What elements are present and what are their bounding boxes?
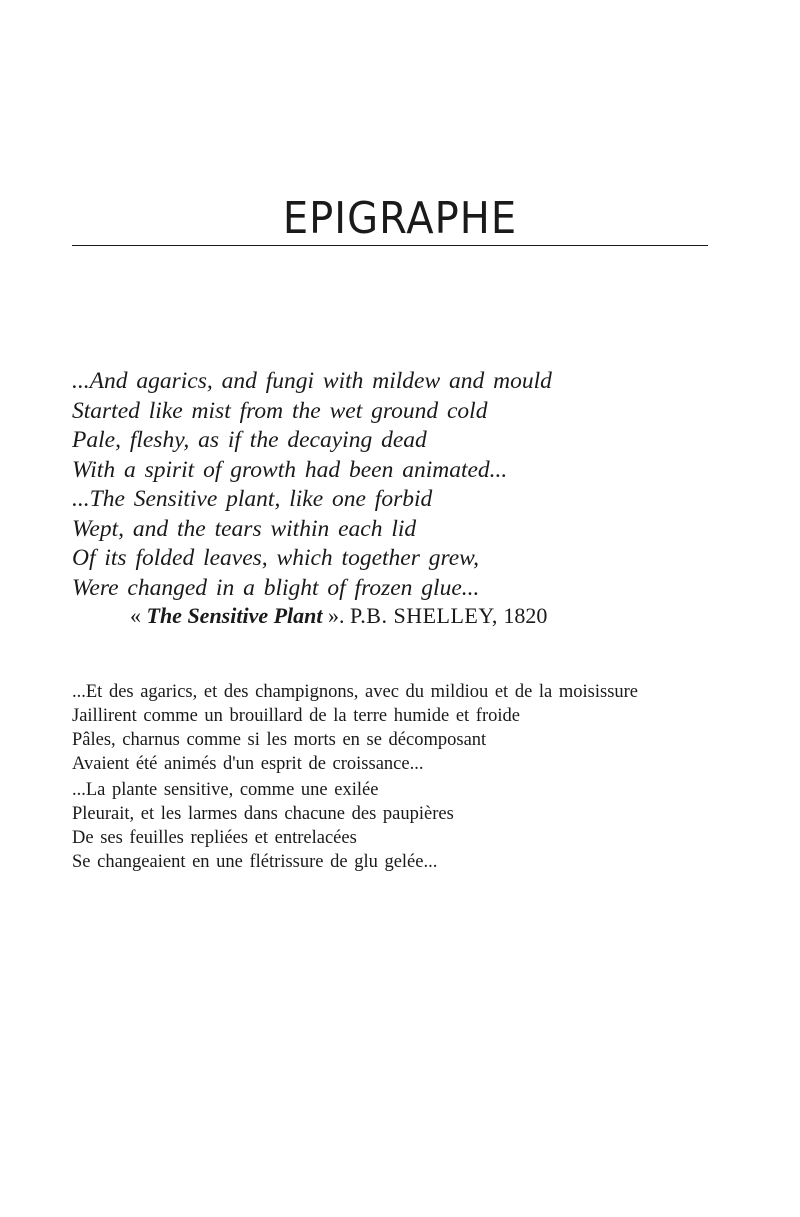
poem-line: Wept, and the tears within each lid <box>72 515 417 542</box>
poem-line: With a spirit of growth had been animated... <box>72 456 508 483</box>
work-title: The Sensitive Plant <box>146 603 323 628</box>
poem-line: ...La plante sensitive, comme une exilée <box>72 780 379 800</box>
poem-line: Of its folded leaves, which together grew, <box>72 545 479 571</box>
english-poem <box>72 367 712 603</box>
attribution <box>130 603 690 629</box>
poem-line: ...And agarics, and fungi with mildew and mould <box>72 368 552 394</box>
poem-line: Se changeaient en une flétrissure de glu gelée... <box>72 852 438 872</box>
author-name: P.B. SHELLEY, <box>350 603 498 628</box>
poem-line: Started like mist from the wet ground cold <box>72 397 488 424</box>
title-rule <box>72 245 708 246</box>
close-quote: ». <box>328 603 345 628</box>
page-title: EPIGRAPHE <box>282 194 518 244</box>
open-quote: « <box>130 603 141 628</box>
poem-line: Pale, fleshy, as if the decaying dead <box>72 427 427 453</box>
poem-line: De ses feuilles repliées et entrelacées <box>72 828 357 848</box>
poem-line: Were changed in a blight of frozen glue... <box>72 574 480 601</box>
poem-line: Pleurait, et les larmes dans chacune des paupières <box>72 804 454 824</box>
poem-line: Jaillirent comme un brouillard de la terre humide et froide <box>72 706 520 726</box>
poem-line: ...Et des agarics, et des champignons, avec du mildiou et de la moisissure <box>72 682 639 702</box>
poem-line: Pâles, charnus comme si les morts en se décomposant <box>72 730 487 750</box>
poem-line: ...The Sensitive plant, like one forbid <box>72 486 433 512</box>
french-poem <box>72 680 732 874</box>
publication-year: 1820 <box>503 603 548 628</box>
poem-line: Avaient été animés d'un esprit de croissance... <box>72 754 424 774</box>
